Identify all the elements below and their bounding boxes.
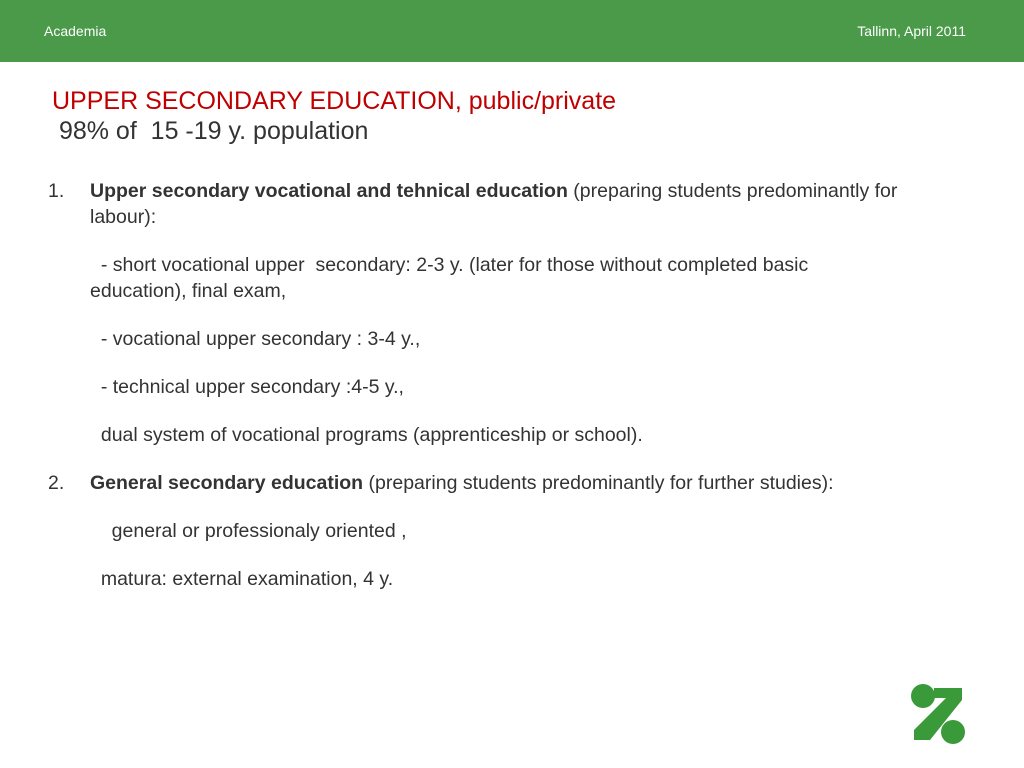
- list-number: 1.: [48, 180, 65, 202]
- title-subheading: 98% of 15 -19 y. population: [52, 117, 369, 145]
- list-item-vocational: [48, 178, 908, 230]
- list-item-description: (preparing students predominantly for further studies):: [363, 472, 834, 494]
- detail-dual-system: dual system of vocational programs (apprenticeship or school).: [90, 424, 643, 446]
- detail-matura: matura: external examination, 4 y.: [90, 568, 394, 590]
- list-item-description: (preparing students predominantly for labour):: [90, 180, 898, 228]
- detail-short-vocational: - short vocational upper secondary: 2-3 y. (later for those without completed basic education), final exam,: [90, 254, 814, 302]
- list-number: 2.: [48, 472, 65, 494]
- list-item-heading: General secondary education: [90, 472, 364, 494]
- list-item-general: [48, 470, 908, 496]
- detail-technical-upper: - technical upper secondary :4-5 y.,: [90, 376, 404, 398]
- detail-general-oriented: general or professionaly oriented ,: [90, 520, 407, 542]
- header-location-date: Tallinn, April 2011: [857, 23, 966, 39]
- slide-title: [52, 86, 952, 146]
- academia-logo-icon: [908, 682, 968, 746]
- header-organization: Academia: [44, 23, 107, 39]
- header-bar: [0, 0, 1024, 62]
- title-heading: UPPER SECONDARY EDUCATION, public/private: [52, 87, 617, 115]
- list-item-heading: Upper secondary vocational and tehnical education: [90, 180, 568, 202]
- slide-content: [48, 178, 908, 614]
- detail-vocational-upper: - vocational upper secondary : 3-4 y.,: [90, 328, 421, 350]
